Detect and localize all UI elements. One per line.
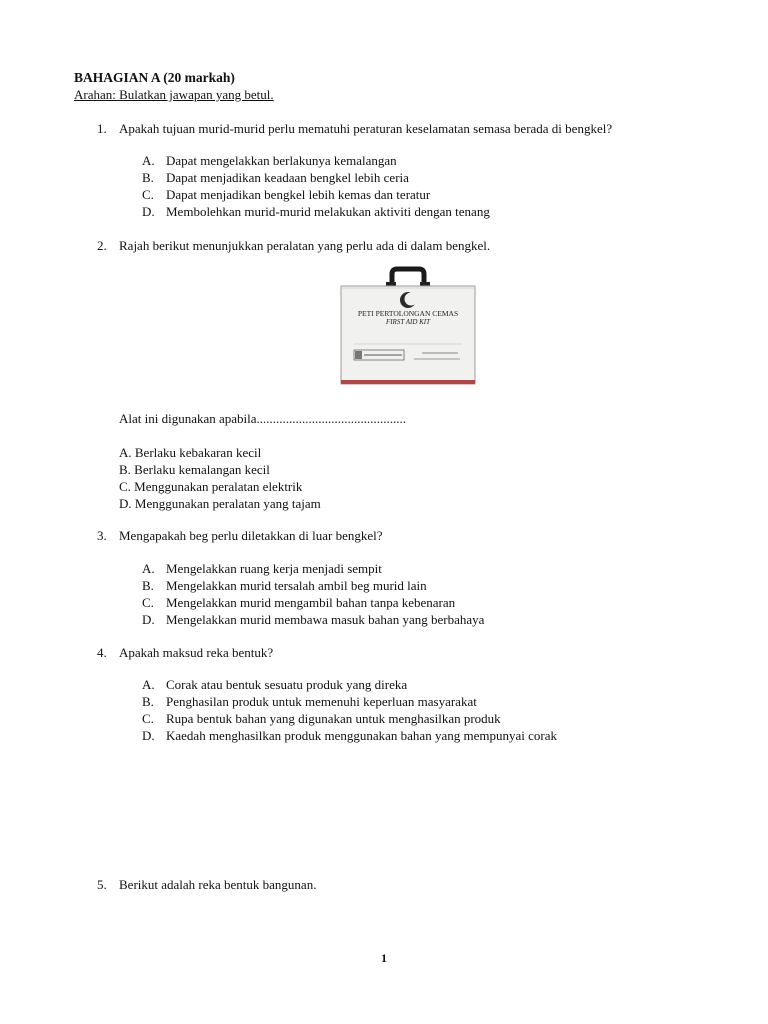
q1-option-b-letter: B. xyxy=(142,170,154,185)
q3-option-a: Mengelakkan ruang kerja menjadi sempit xyxy=(166,561,382,576)
kit-label-line2: FIRST AID KIT xyxy=(385,318,431,326)
q4-option-b-letter: B. xyxy=(142,694,154,709)
q4-option-c: Rupa bentuk bahan yang digunakan untuk menghasilkan produk xyxy=(166,711,501,726)
q4-option-d-letter: D. xyxy=(142,728,155,743)
q3-option-b-letter: B. xyxy=(142,578,154,593)
q1-option-c: Dapat menjadikan bengkel lebih kemas dan teratur xyxy=(166,187,431,202)
kit-label-line1: PETI PERTOLONGAN CEMAS xyxy=(357,309,459,318)
question-2-prompt: Alat ini digunakan apabila.............................................. xyxy=(119,411,407,426)
question-3-number: 3. xyxy=(97,528,107,543)
question-1-number: 1. xyxy=(97,121,107,136)
q4-option-b: Penghasilan produk untuk memenuhi keperluan masyarakat xyxy=(166,694,477,709)
question-5-number: 5. xyxy=(97,877,107,892)
q2-option-d: D. Menggunakan peralatan yang tajam xyxy=(119,496,321,511)
question-4-text: Apakah maksud reka bentuk? xyxy=(119,645,274,660)
q2-option-c: C. Menggunakan peralatan elektrik xyxy=(119,479,303,494)
q1-option-a-letter: A. xyxy=(142,153,155,168)
question-2-number: 2. xyxy=(97,238,107,253)
q4-option-a: Corak atau bentuk sesuatu produk yang direka xyxy=(166,677,408,692)
q3-option-a-letter: A. xyxy=(142,561,155,576)
question-1-text: Apakah tujuan murid-murid perlu mematuhi peraturan keselamatan semasa berada di bengkel? xyxy=(119,121,613,136)
question-4-number: 4. xyxy=(97,645,107,660)
q4-option-a-letter: A. xyxy=(142,677,155,692)
question-2-text: Rajah berikut menunjukkan peralatan yang perlu ada di dalam bengkel. xyxy=(119,238,491,253)
q1-option-b: Dapat menjadikan keadaan bengkel lebih ceria xyxy=(166,170,409,185)
q1-option-c-letter: C. xyxy=(142,187,154,202)
q3-option-c: Mengelakkan murid mengambil bahan tanpa kebenaran xyxy=(166,595,456,610)
q1-option-a: Dapat mengelakkan berlakunya kemalangan xyxy=(166,153,397,168)
q1-option-d: Membolehkan murid-murid melakukan aktiviti dengan tenang xyxy=(166,204,490,219)
q3-option-b: Mengelakkan murid tersalah ambil beg murid lain xyxy=(166,578,427,593)
q3-option-d: Mengelakkan murid membawa masuk bahan yang berbahaya xyxy=(166,612,485,627)
q2-option-a: A. Berlaku kebakaran kecil xyxy=(119,445,262,460)
page-number: 1 xyxy=(381,951,387,965)
section-title: BAHAGIAN A (20 markah) xyxy=(74,70,235,85)
q4-option-c-letter: C. xyxy=(142,711,154,726)
q1-option-d-letter: D. xyxy=(142,204,155,219)
q3-option-c-letter: C. xyxy=(142,595,154,610)
question-5-text: Berikut adalah reka bentuk bangunan. xyxy=(119,877,317,892)
question-3-text: Mengapakah beg perlu diletakkan di luar bengkel? xyxy=(119,528,383,543)
q3-option-d-letter: D. xyxy=(142,612,155,627)
q4-option-d: Kaedah menghasilkan produk menggunakan bahan yang mempunyai corak xyxy=(166,728,557,743)
instruction: Arahan: Bulatkan jawapan yang betul. xyxy=(74,87,274,102)
first-aid-kit-image xyxy=(340,266,476,388)
q2-option-b: B. Berlaku kemalangan kecil xyxy=(119,462,270,477)
